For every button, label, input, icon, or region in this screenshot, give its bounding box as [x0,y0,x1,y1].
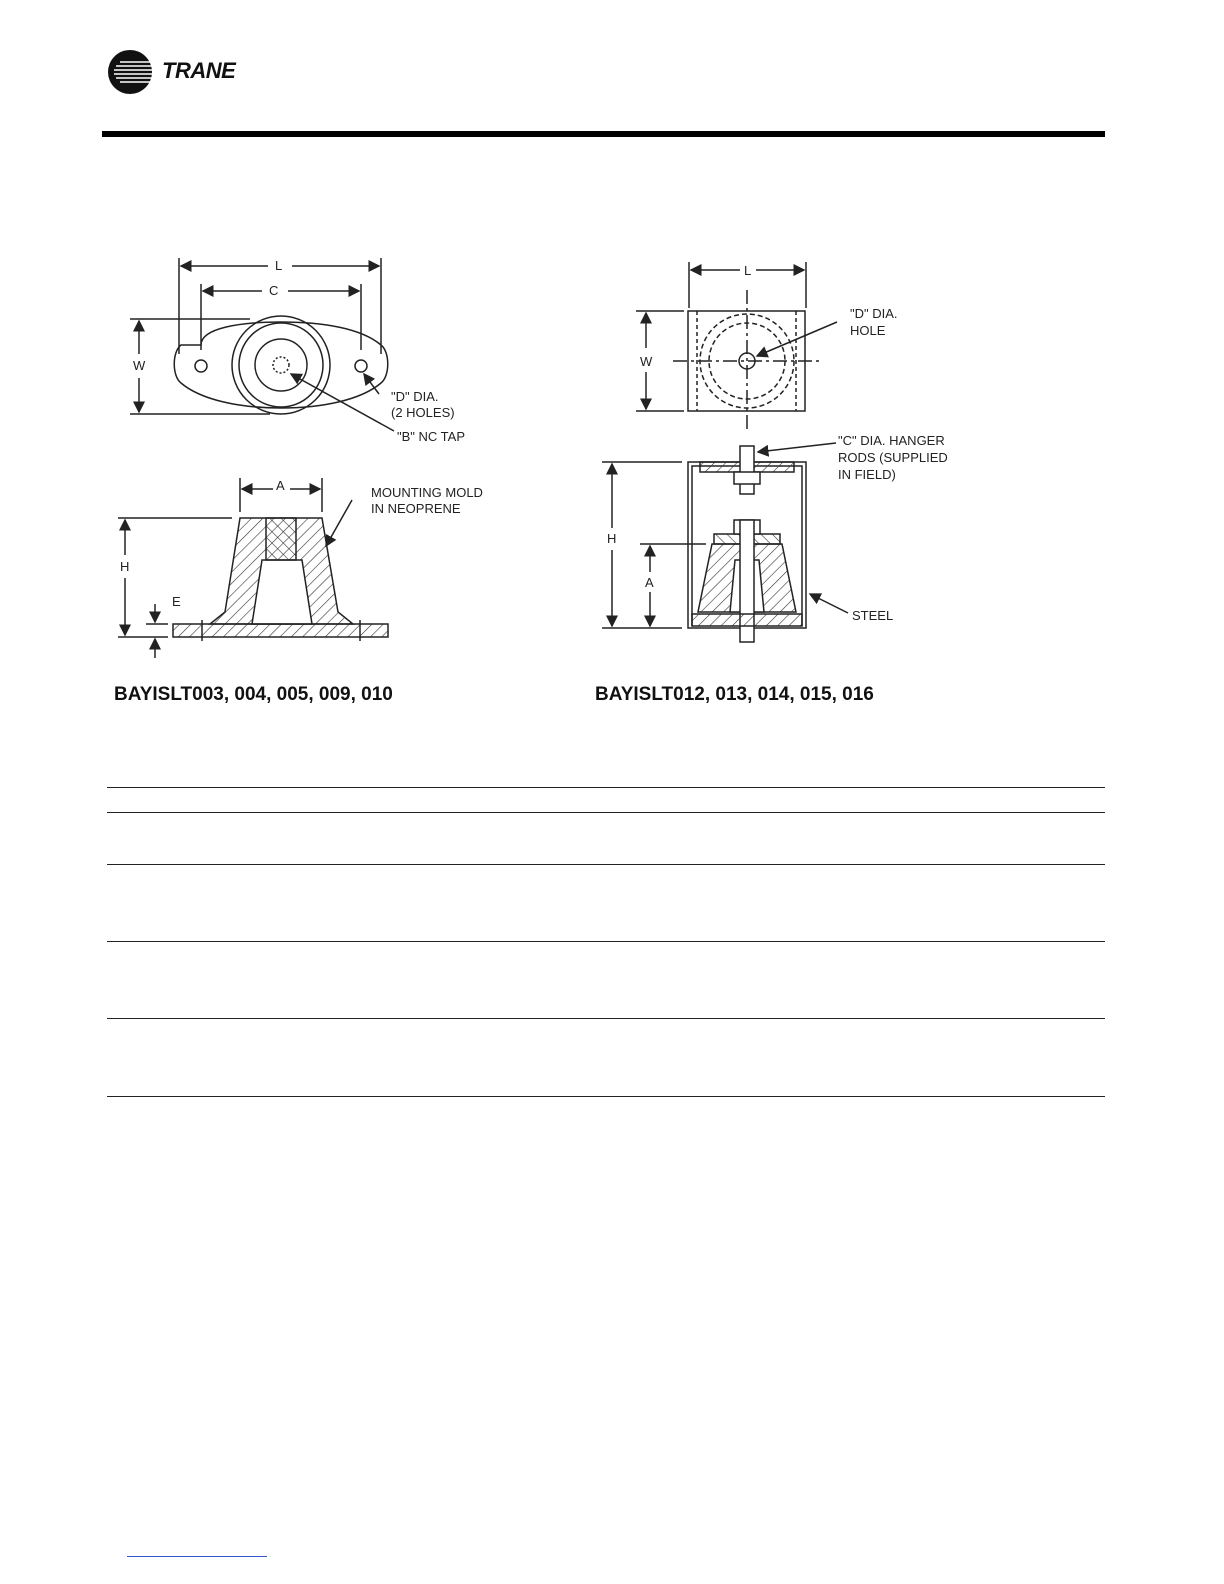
figure-caption-left: BAYISLT003, 004, 005, 009, 010 [114,684,393,705]
table-rule [107,941,1105,942]
left-dim-e: E [172,594,181,609]
right-dim-h: H [607,531,617,546]
right-d-hole-label-2: HOLE [850,323,886,338]
footer-link-underline[interactable] [127,1556,267,1557]
right-dim-a: A [645,575,654,590]
right-c-rods-label-2: RODS (SUPPLIED [838,450,948,465]
left-dim-h: H [120,559,130,574]
left-mold-label-2: IN NEOPRENE [371,501,461,516]
right-c-rods-label-3: IN FIELD) [838,467,896,482]
table-rule [107,812,1105,813]
right-d-hole-label-1: "D" DIA. [850,306,898,321]
right-dim-w: W [640,354,653,369]
left-mold-label-1: MOUNTING MOLD [371,485,483,500]
right-c-rods-label-1: "C" DIA. HANGER [838,433,945,448]
isolator-drawings [0,0,1224,720]
left-dim-c: C [269,283,279,298]
brand-name: TRANE [162,58,236,83]
left-b-tap-label: "B" NC TAP [397,429,465,444]
right-steel-label: STEEL [852,608,894,623]
right-dim-l: L [744,263,752,278]
right-side-view [602,443,848,642]
table-rule-top [107,787,1105,788]
left-dim-a: A [276,478,285,493]
right-top-view [636,262,837,430]
table-rule [107,1018,1105,1019]
table-rule-bottom [107,1096,1105,1097]
table-rule [107,864,1105,865]
left-dim-l: L [275,258,283,273]
figure-caption-right: BAYISLT012, 013, 014, 015, 016 [595,684,874,705]
left-top-view [130,258,394,431]
left-d-holes-label-1: "D" DIA. [391,389,439,404]
left-dim-w: W [133,358,146,373]
left-d-holes-label-2: (2 HOLES) [391,405,455,420]
left-side-view [118,478,388,658]
